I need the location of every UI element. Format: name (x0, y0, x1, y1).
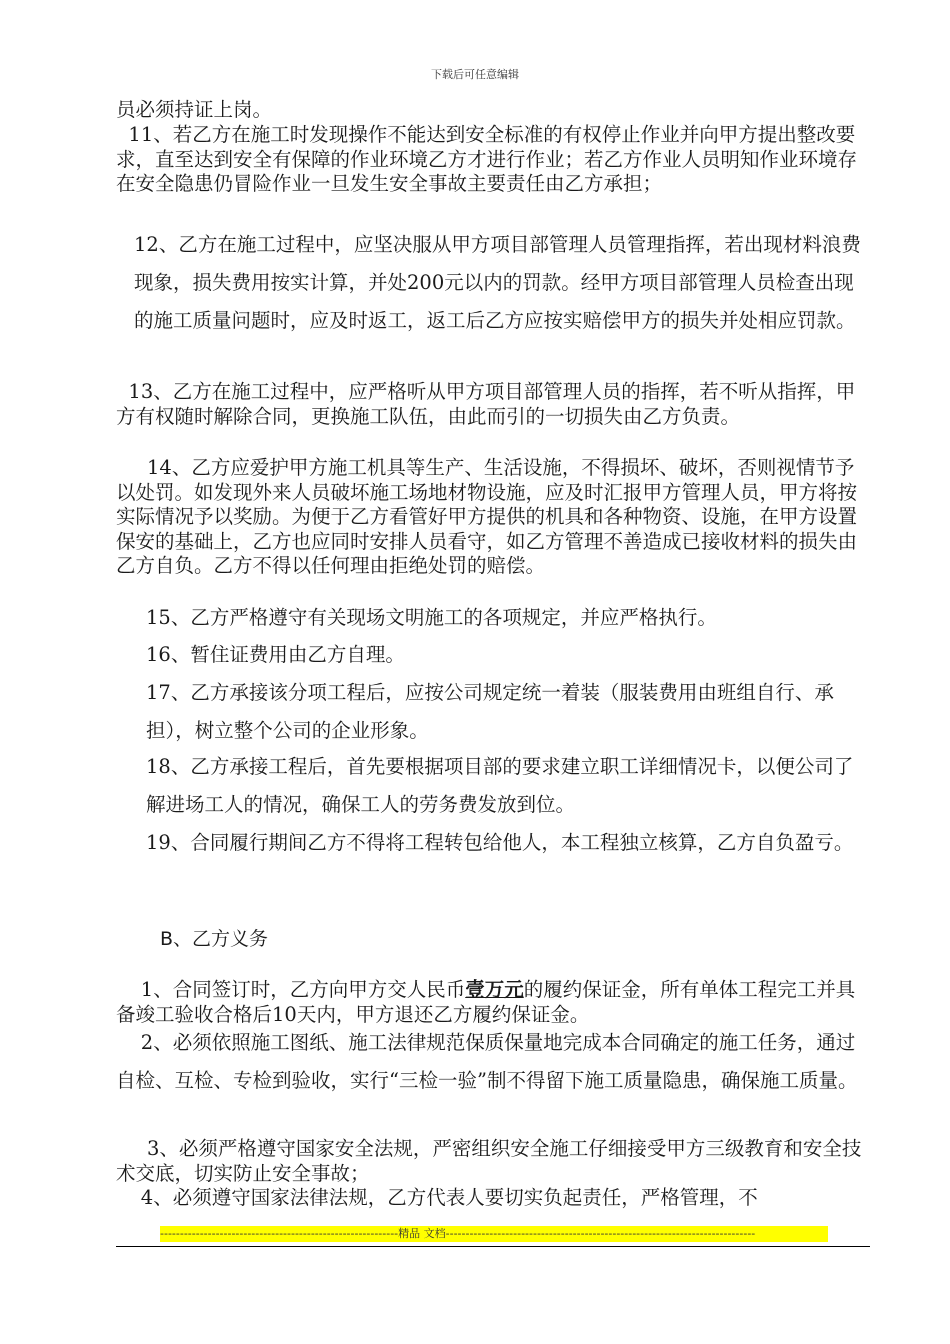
deposit-amount: 壹万元 (465, 978, 524, 1001)
clause-15: 15、乙方严格遵守有关现场文明施工的各项规定，并应严格执行。 (146, 606, 717, 629)
paragraph-continuation: 员必须持证上岗。 (116, 98, 273, 121)
section-heading-b: B、乙方义务 (160, 928, 269, 950)
clause-14: 14、乙方应爱护甲方施工机具等生产、生活设施，不得损坏、破坏，否则视情节予以处罚。如发现外来人员破坏施工场地材物设施，应及时汇报甲方管理人员，甲方将按实际情况予以奖励。为便于乙方看管好甲方提供的机具和各种物资、设施，在甲方设置保安的基础上，乙方也应同时安排人员看守，如乙方管理不善造成已接收材料的损失由乙方自负。乙方不得以任何理由拒绝处罚的赔偿。 (116, 456, 858, 577)
clause-18: 18、乙方承接工程后，首先要根据项目部的要求建立职工详细情况卡，以便公司了解进场工人的情况，确保工人的劳务费发放到位。 (146, 755, 854, 816)
duty-3: 3、必须严格遵守国家安全法规，严密组织安全施工仔细接受甲方三级教育和安全技术交底，切实防止安全事故； (116, 1137, 862, 1185)
clause-19: 19、合同履行期间乙方不得将工程转包给他人，本工程独立核算，乙方自负盈亏。 (146, 831, 854, 854)
duty-4: 4、必须遵守国家法律法规，乙方代表人要切实负起责任，严格管理，不 (116, 1186, 758, 1209)
clause-16: 16、暂住证费用由乙方自理。 (146, 643, 405, 666)
footer-banner: ------------------------------------------------------------精品 文档------------------------------------------------------------------------------ (160, 1226, 828, 1242)
clause-17: 17、乙方承接该分项工程后，应按公司规定统一着装（服装费用由班组自行、承担），树立整个公司的企业形象。 (146, 681, 834, 742)
duty-1 (116, 978, 870, 1027)
clause-12: 12、乙方在施工过程中，应坚决服从甲方项目部管理人员管理指挥，若出现材料浪费现象，损失费用按实计算，并处200元以内的罚款。经甲方项目部管理人员检查出现的施工质量问题时，应及时返工，返工后乙方应按实赔偿甲方的损失并处相应罚款。 (134, 233, 861, 332)
duty-1-post: 的履约保证金，所有单体工程完工并具备竣工验收合格后10天内，甲方退还乙方履约保证金。 (116, 978, 856, 1026)
duty-1-pre: 1、合同签订时，乙方向甲方交人民币 (116, 978, 466, 1001)
page-header: 下载后可任意编辑 (431, 68, 519, 81)
clause-11: 11、若乙方在施工时发现操作不能达到安全标准的有权停止作业并向甲方提出整改要求，直至达到安全有保障的作业环境乙方才进行作业；若乙方作业人员明知作业环境存在安全隐患仍冒险作业一旦发生安全事故主要责任由乙方承担； (116, 123, 858, 195)
clause-13: 13、乙方在施工过程中，应严格听从甲方项目部管理人员的指挥，若不听从指挥，甲方有权随时解除合同，更换施工队伍，由此而引的一切损失由乙方负责。 (116, 380, 856, 428)
footer-rule (116, 1246, 870, 1247)
duty-2: 2、必须依照施工图纸、施工法律规范保质保量地完成本合同确定的施工任务，通过自检、互检、专检到验收，实行“三检一验”制不得留下施工质量隐患，确保施工质量。 (116, 1031, 858, 1092)
